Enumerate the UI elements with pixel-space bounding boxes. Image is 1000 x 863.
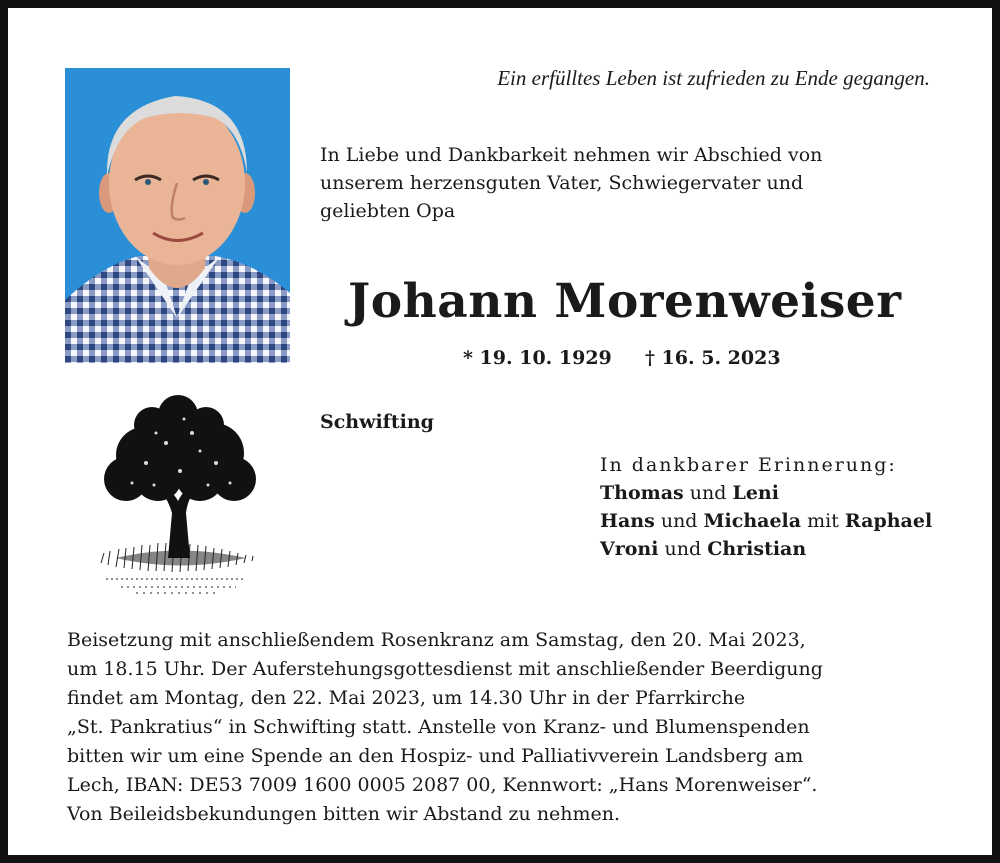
connector-text: und — [660, 510, 698, 532]
family-member: Michaela — [703, 510, 802, 532]
connector-text: und — [664, 538, 702, 560]
place-name: Schwifting — [320, 411, 434, 433]
motto: Ein erfülltes Leben ist zufrieden zu Ende gegangen. — [497, 66, 930, 90]
deceased-name: Johann Morenweiser — [348, 274, 902, 329]
intro-line: unserem herzensguten Vater, Schwiegervater und — [320, 172, 804, 194]
notice-line: Von Beileidsbekundungen bitten wir Abstand zu nehmen. — [67, 803, 621, 825]
family-signature — [600, 451, 932, 563]
family-member: Leni — [732, 482, 779, 504]
family-line — [600, 479, 932, 507]
portrait-photo — [65, 68, 290, 363]
notice-line: Beisetzung mit anschließendem Rosenkranz am Samstag, den 20. Mai 2023, — [67, 629, 806, 651]
notice-line: um 18.15 Uhr. Der Auferstehungsgottesdienst mit anschließender Beerdigung — [67, 658, 823, 680]
family-member: Christian — [707, 538, 807, 560]
death-date: † 16. 5. 2023 — [645, 347, 781, 369]
family-line — [600, 507, 932, 535]
notice-line: bitten wir um eine Spende an den Hospiz- und Palliativverein Landsberg am — [67, 745, 804, 767]
family-member: Hans — [600, 510, 655, 532]
intro-line: In Liebe und Dankbarkeit nehmen wir Abschied von — [320, 144, 823, 166]
notice-line: „St. Pankratius“ in Schwifting statt. Anstelle von Kranz- und Blumenspenden — [67, 716, 810, 738]
intro-text — [320, 141, 920, 225]
family-heading: In dankbarer Erinnerung: — [600, 454, 897, 476]
funeral-notice — [67, 626, 957, 829]
tree-icon — [96, 393, 261, 603]
family-member: Vroni — [600, 538, 659, 560]
notice-line: findet am Montag, den 22. Mai 2023, um 14.30 Uhr in der Pfarrkirche — [67, 687, 746, 709]
connector-text: mit — [807, 510, 839, 532]
family-member: Thomas — [600, 482, 684, 504]
intro-line: geliebten Opa — [320, 200, 456, 222]
notice-line: Lech, IBAN: DE53 7009 1600 0005 2087 00, Kennwort: „Hans Morenweiser“. — [67, 774, 818, 796]
family-member: Raphael — [844, 510, 933, 532]
connector-text: und — [689, 482, 727, 504]
birth-date: * 19. 10. 1929 — [463, 347, 612, 369]
family-line — [600, 535, 932, 563]
